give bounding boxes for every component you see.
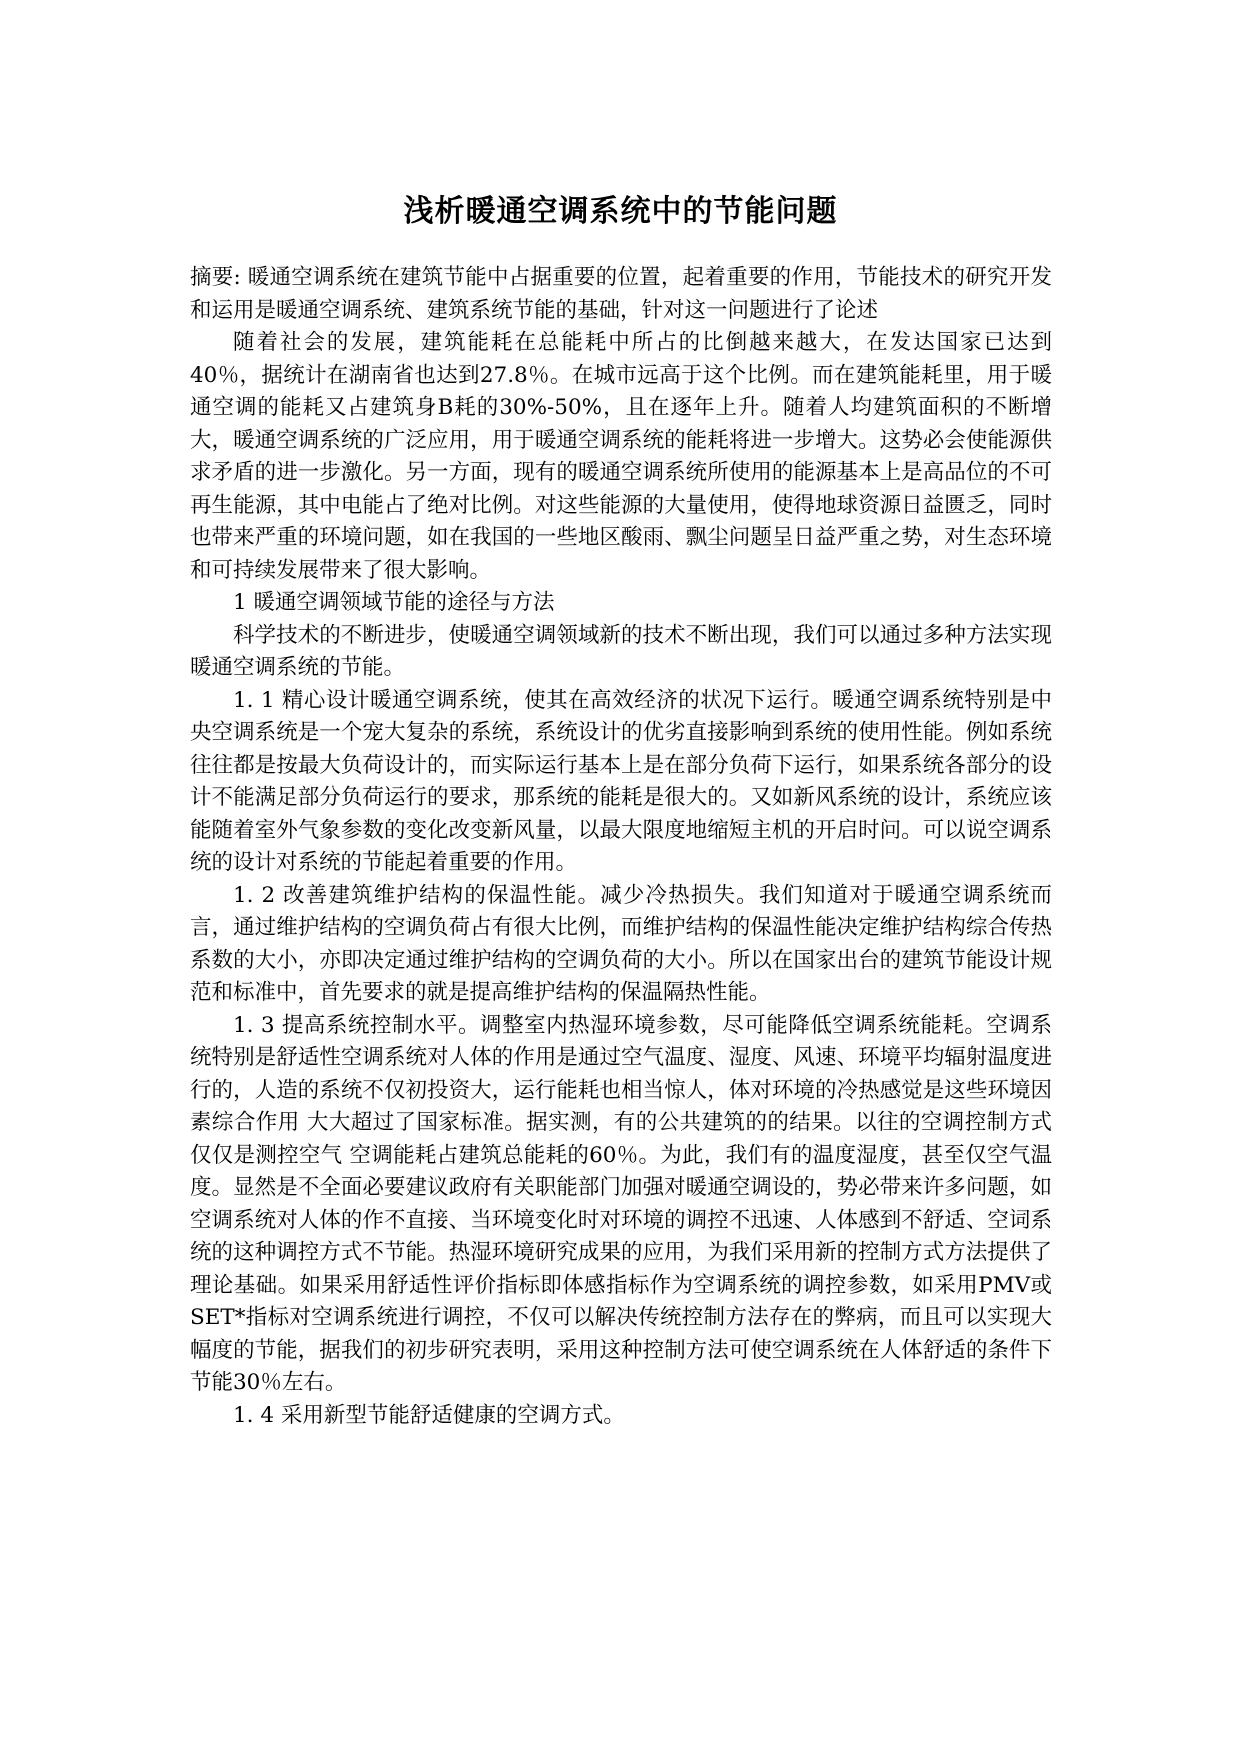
body-paragraph: 1. 2 改善建筑维护结构的保温性能。减少冷热损失。我们知道对于暖通空调系统而言，通过维护结构的空调负荷占有很大比例，而维护结构的保温性能决定维护结构综合传热系数的大小，亦即决定通过维护结构的空调负荷的大小。所以在国家出台的建筑节能设计规范和标准中，首先要求的就是提高维护结构的保温隔热性能。	[190, 882, 1052, 1005]
body-paragraph: 1. 4 采用新型节能舒适健康的空调方式。	[233, 1402, 625, 1428]
document-title: 浅析暖通空调系统中的节能问题	[403, 194, 838, 229]
abstract-paragraph: 摘要: 暖通空调系统在建筑节能中占据重要的位置，起着重要的作用，节能技术的研究开发和运用是暖通空调系统、建筑系统节能的基础，针对这一问题进行了论述	[190, 265, 1052, 323]
body-paragraph: 随着社会的发展，建筑能耗在总能耗中所占的比倒越来越大，在发达国家已达到40％，据统计在湖南省也达到27.8％。在城市远高于这个比例。而在建筑能耗里，用于暖通空调的能耗又占建筑身B耗的30%-50%，且在逐年上升。随着人均建筑面积的不断增大，暖通空调系统的广泛应用，用于暖通空调系统的能耗将进一步增大。这势必会使能源供求矛盾的进一步激化。另一方面，现有的暖通空调系统所使用的能源基本上是高品位的不可再生能源，其中电能占了绝对比例。对这些能源的大量使用，使得地球资源日益匮乏，同时也带来严重的环境问题，如在我国的一些地区酸雨、飘尘问题呈日益严重之势，对生态环境和可持续发展带来了很大影响。	[190, 330, 1052, 583]
document-body	[190, 262, 1052, 1432]
body-paragraph: 科学技术的不断进步，使暖通空调领域新的技术不断出现，我们可以通过多种方法实现暖通空调系统的节能。	[190, 622, 1052, 680]
body-paragraph: 1. 1 精心设计暖通空调系统，使其在高效经济的状况下运行。暖通空调系统特别是中央空调系统是一个宠大复杂的系统，系统设计的优劣直接影响到系统的使用性能。例如系统往往都是按最大负荷设计的，而实际运行基本上是在部分负荷下运行，如果系统各部分的设计不能满足部分负荷运行的要求，那系统的能耗是很大的。又如新风系统的设计，系统应该能随着室外气象参数的变化改变新风量，以最大限度地缩短主机的开启时问。可以说空调系统的设计对系统的节能起着重要的作用。	[190, 687, 1052, 875]
body-paragraph: 1. 3 提高系统控制水平。调整室内热湿环境参数，尽可能降低空调系统能耗。空调系统特别是舒适性空调系统对人体的作用是通过空气温度、湿度、风速、环境平均辐射温度进行的，人造的系统不仅初投资大，运行能耗也相当惊人，体对环境的冷热感觉是这些环境因素综合作用 大大超过了国家标准。据实测，有的公共建筑的的结果。以往的空调控制方式仅仅是测控空气 空调能耗占建筑总能耗的60％。为此，我们有的温度湿度，甚至仅空气温度。显然是不全面必要建议政府有关职能部门加强对暖通空调设的，势必带来许多问题，如空调系统对人体的作不直接、当环境变化时对环境的调控不迅速、人体感到不舒适、空词系统的这种调控方式不节能。热湿环境研究成果的应用，为我们采用新的控制方式方法提供了理论基础。如果采用舒适性评价指标即体感指标作为空调系统的调控参数，如采用PMV或SET*指标对空调系统进行调控，不仅可以解决传统控制方法存在的弊病，而且可以实现大幅度的节能，据我们的初步研究表明，采用这种控制方法可使空调系统在人体舒适的条件下节能30％左右。	[190, 1012, 1052, 1395]
section-heading: 1 暖通空调领域节能的途径与方法	[233, 590, 555, 615]
